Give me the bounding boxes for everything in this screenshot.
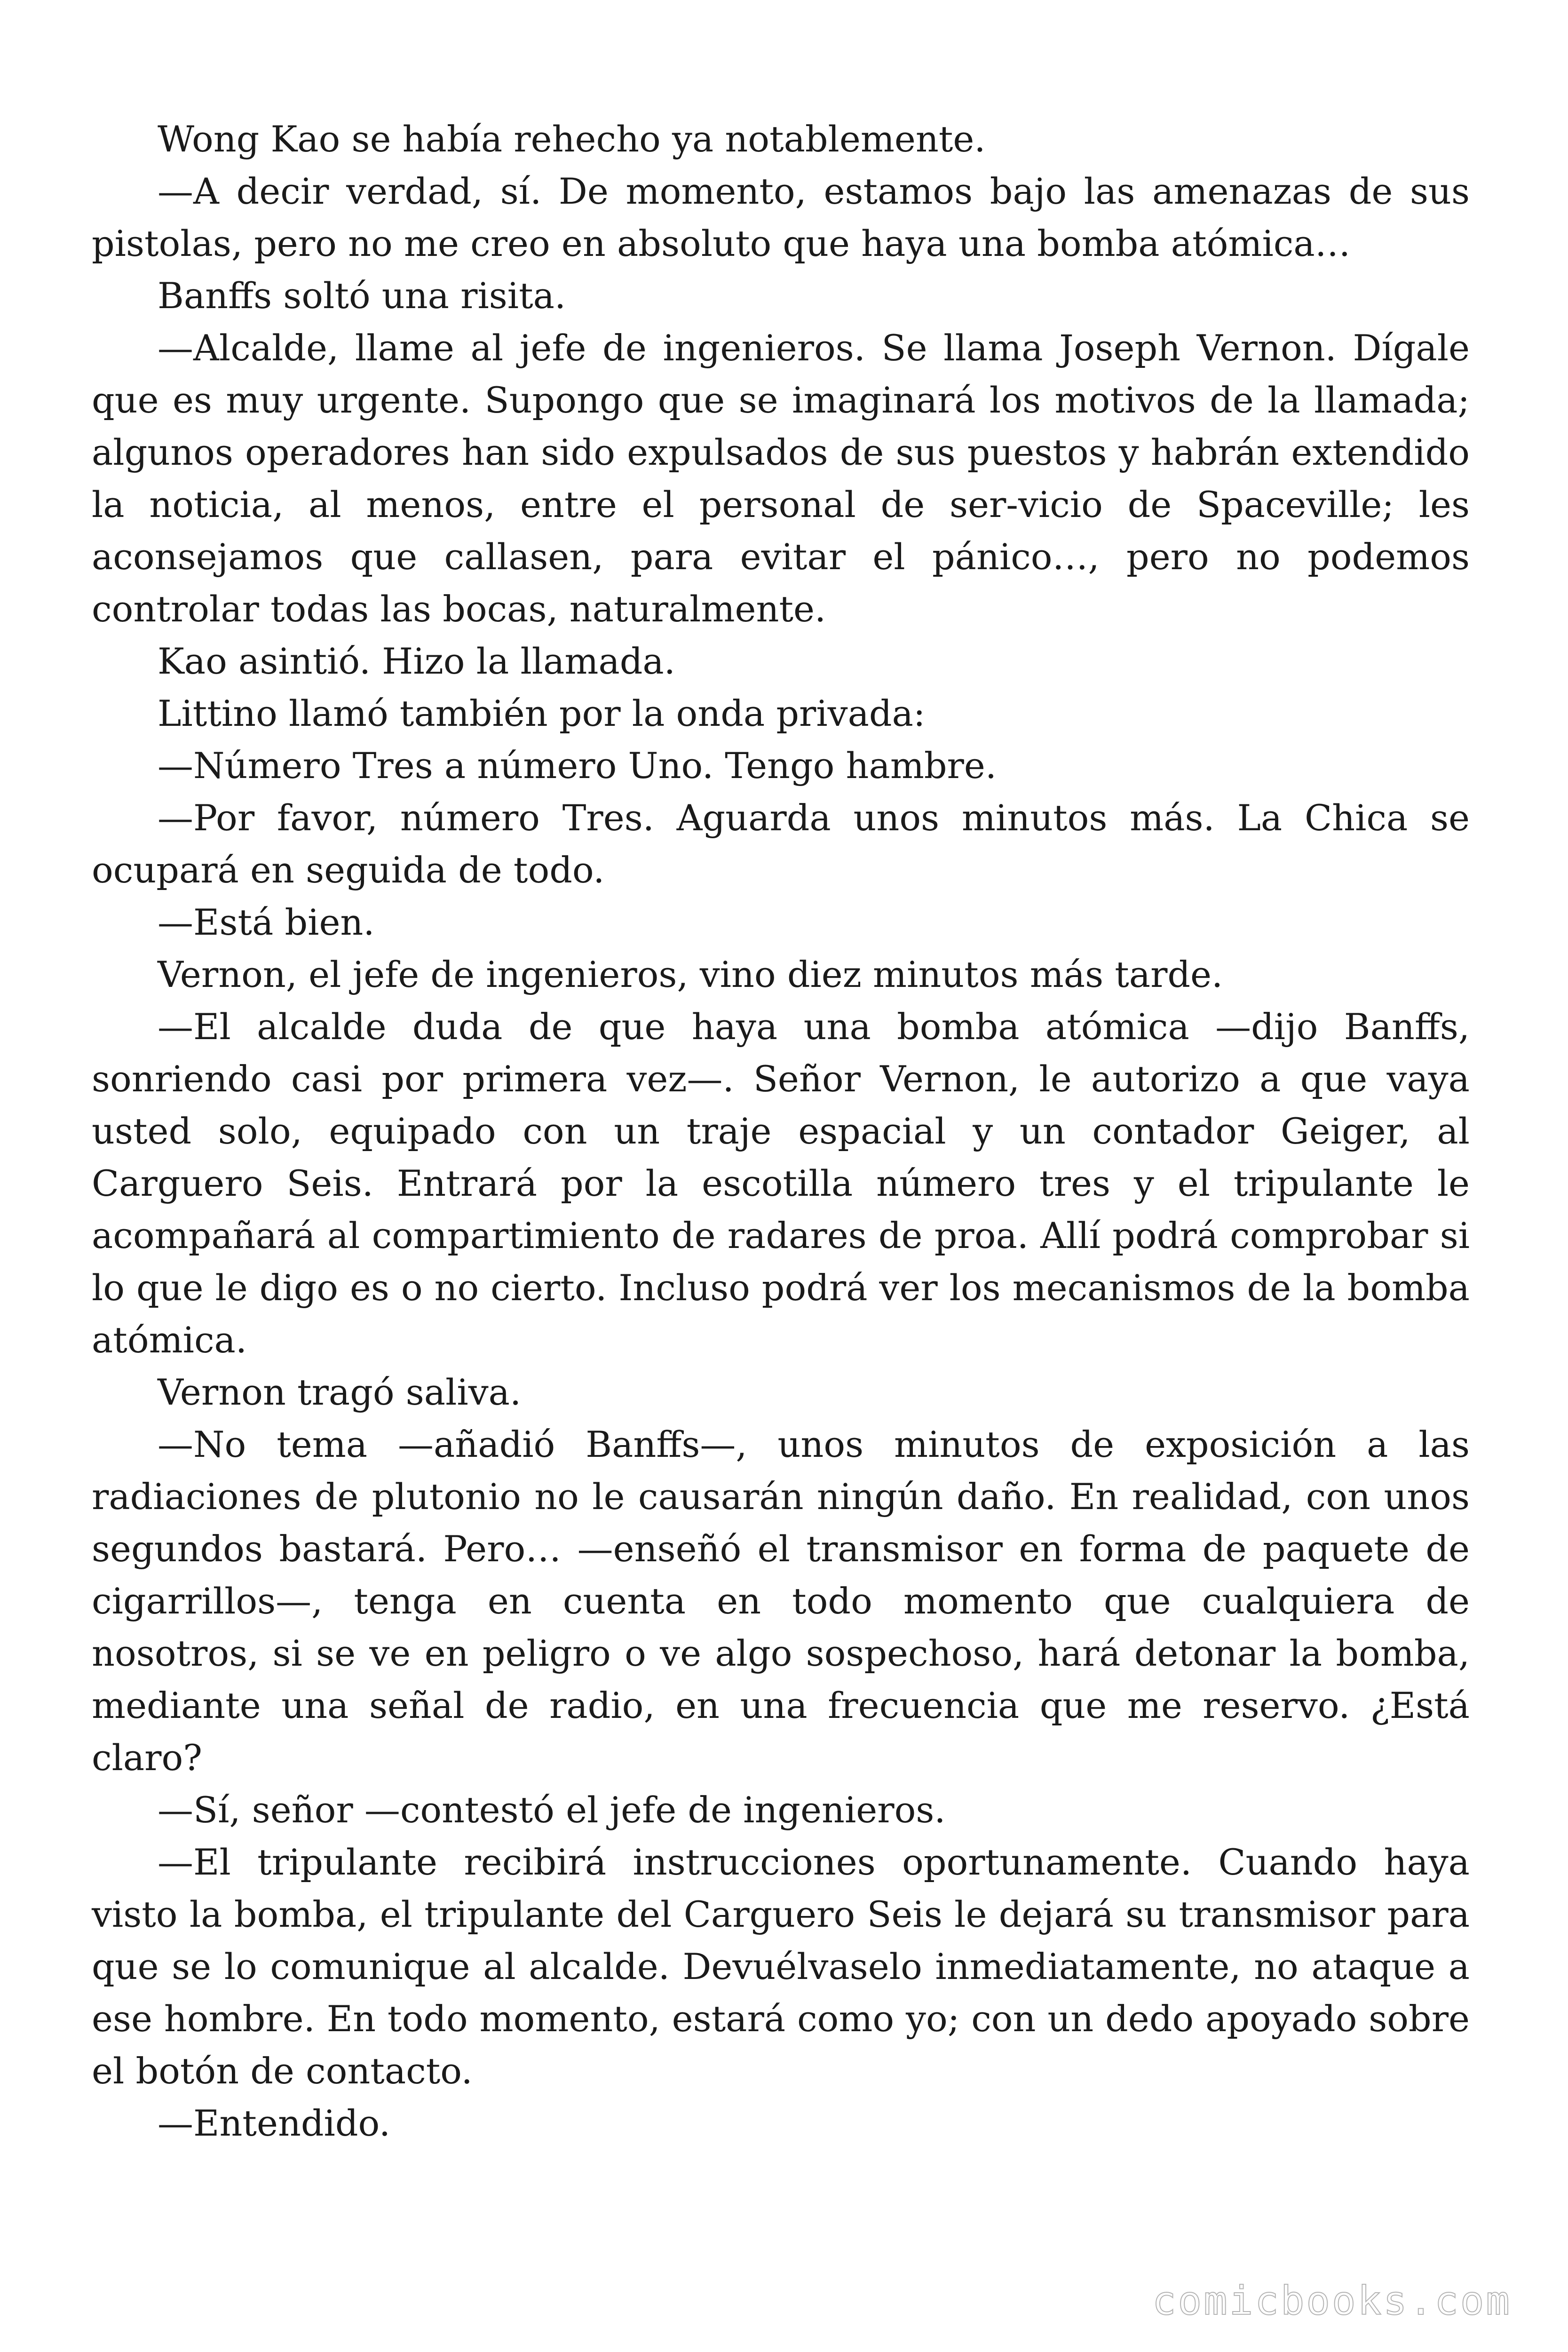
paragraph: Wong Kao se había rehecho ya notablemente. (158, 118, 986, 160)
paragraph: —El tripulante recibirá instrucciones oportunamente. Cuando haya visto la bomba, el tripulante del Carguero Seis le dejará su transmisor para que se lo comunique al alcalde. Devuélvaselo inmediatamente, no ataque a ese hombre. En todo momento, estará como yo; con un dedo apoyado sobre el botón de contacto. (92, 1841, 1470, 2092)
paragraph: —Sí, señor —contestó el jefe de ingenieros. (158, 1789, 946, 1831)
paragraph: —Número Tres a número Uno. Tengo hambre. (158, 745, 997, 787)
paragraph: Vernon tragó saliva. (158, 1371, 522, 1413)
paragraph: —A decir verdad, sí. De momento, estamos bajo las amenazas de sus pistolas, pero no me creo en absoluto que haya una bomba atómica… (92, 170, 1470, 264)
watermark: comicbooks.com (1152, 2278, 1512, 2324)
paragraph: Banffs soltó una risita. (158, 275, 566, 317)
paragraph: Kao asintió. Hizo la llamada. (158, 640, 675, 682)
page-body (92, 113, 1470, 2149)
paragraph: —El alcalde duda de que haya una bomba atómica —dijo Banffs, sonriendo casi por primera vez—. Señor Vernon, le autorizo a que vaya usted solo, equipado con un traje espacial y un contador Geiger, al Carguero Seis. Entrará por la escotilla número tres y el tripulante le acompañará al compartimiento de radares de proa. Allí podrá comprobar si lo que le digo es o no cierto. Incluso podrá ver los mecanismos de la bomba atómica. (92, 1006, 1470, 1361)
paragraph: —Entendido. (158, 2102, 391, 2144)
paragraph: —Alcalde, llame al jefe de ingenieros. Se llama Joseph Vernon. Dígale que es muy urgente. Supongo que se imaginará los motivos de la llamada; algunos operadores han sido expulsados de sus puestos y habrán extendido la noticia, al menos, entre el personal de ser-vicio de Spaceville; les aconsejamos que callasen, para evitar el pánico…, pero no podemos controlar todas las bocas, naturalmente. (92, 327, 1470, 630)
paragraph: —Está bien. (158, 901, 375, 943)
paragraph: Littino llamó también por la onda privada: (158, 692, 926, 734)
paragraph: —Por favor, número Tres. Aguarda unos minutos más. La Chica se ocupará en seguida de todo. (92, 797, 1470, 891)
paragraph: —No tema —añadió Banffs—, unos minutos de exposición a las radiaciones de plutonio no le causarán ningún daño. En realidad, con unos segundos bastará. Pero… —enseñó el transmisor en forma de paquete de cigarrillos—, tenga en cuenta en todo momento que cualquiera de nosotros, si se ve en peligro o ve algo sospechoso, hará detonar la bomba, mediante una señal de radio, en una frecuencia que me reservo. ¿Está claro? (92, 1423, 1470, 1779)
paragraph: Vernon, el jefe de ingenieros, vino diez minutos más tarde. (158, 954, 1223, 995)
